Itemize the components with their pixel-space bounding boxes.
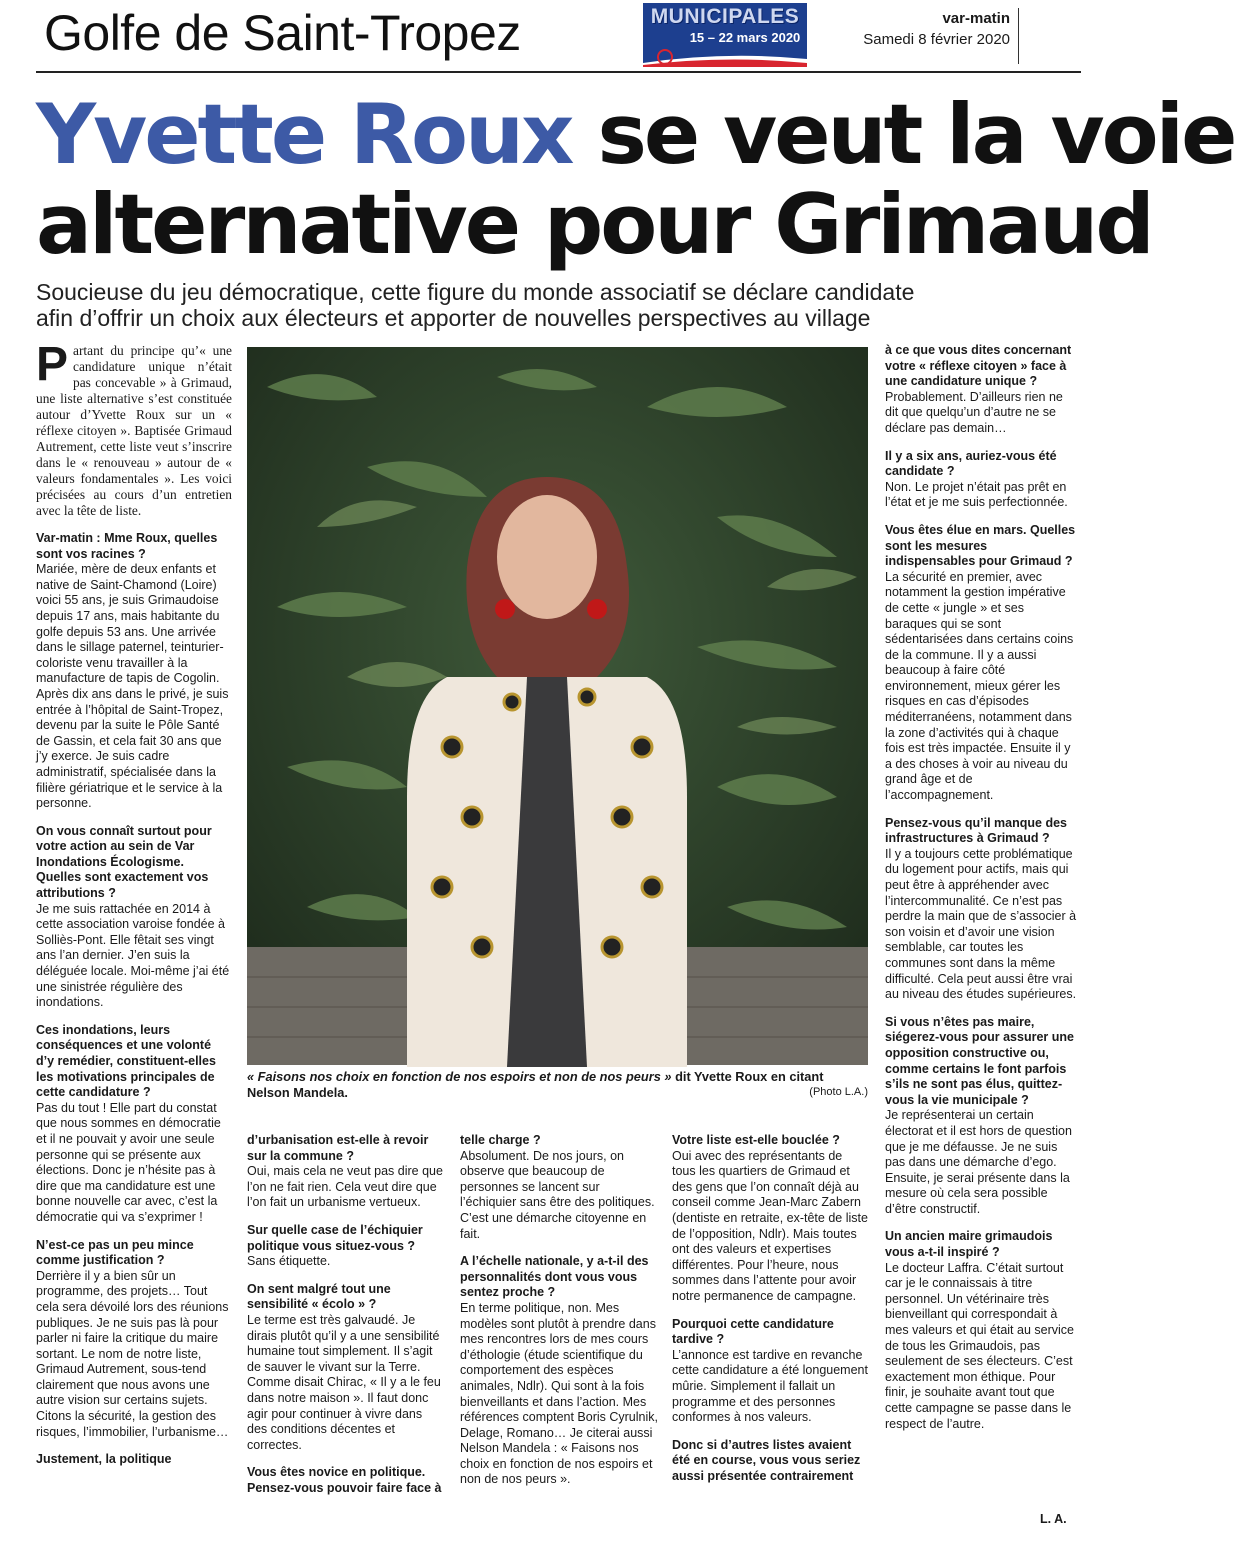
answer: Mariée, mère de deux enfants et native de Saint-Chamond (Loire) voici 55 ans, je suis Grimaudoise depuis 17 ans, mais habitante du golfe depuis 53 ans. Une arrivée dans le sillage paternel, teinturier-coloriste venu travailler à la manufacture de tapis de Cogolin. Après dix ans dans le privé, je suis entrée à l’hôpital de Saint-Tropez, devenu par la suite le Pôle Santé de Gassin, et cela fait 30 ans que j’y exerce. Je suis cadre administratif, spécialisée dans la filière gériatrique et le service à la personne. — [36, 562, 229, 811]
author-signature: L. A. — [1040, 1512, 1067, 1526]
tricolor-swoosh-icon — [643, 47, 807, 67]
question: à ce que vous dites concernant votre « réflexe citoyen » face à une candidature unique ? — [885, 343, 1072, 389]
question: Votre liste est-elle bouclée ? — [672, 1133, 840, 1147]
newspaper-name: var-matin — [942, 10, 1010, 27]
qa-block — [885, 816, 1079, 1003]
qa-block — [672, 1317, 868, 1426]
badge-dates: 15 – 22 mars 2020 — [689, 30, 801, 45]
answer: Je me suis rattachée en 2014 à cette association varoise fondée à Solliès-Pont. Elle fêtait ses vingt ans l’an dernier. J’en suis la déléguée locale. Moi-même j’ai été une sinistrée régulière des inondations. — [36, 901, 230, 1010]
answer: Non. Le projet n’était pas prêt en l’état et je me suis perfectionnée. — [885, 479, 1068, 510]
qa-block — [885, 449, 1079, 511]
column-3 — [460, 1133, 658, 1500]
column-1 — [36, 338, 232, 1480]
column-5 — [885, 343, 1079, 1444]
question: N’est-ce pas un peu mince comme justification ? — [36, 1237, 194, 1268]
municipales-badge — [643, 3, 807, 67]
column-2 — [247, 1133, 445, 1508]
answer: Oui, mais cela ne veut pas dire que l’on ne fait rien. Cela veut dire que l’on fait un urbanisme vertueux. — [247, 1164, 443, 1210]
qa-block — [672, 1438, 868, 1485]
headline — [36, 86, 1234, 273]
question: telle charge ? — [460, 1133, 541, 1147]
question: Un ancien maire grimaudois vous a-t-il inspiré ? — [885, 1229, 1053, 1260]
answer: Pas du tout ! Elle part du constat que nous sommes en démocratie et il ne pouvait y avoir une seule personne qui se présente aux élections. Donc je n’hésite pas à dire que ma candidature est une bonne nouvelle car avec, c’est la démocratie qui va s’exprimer ! — [36, 1100, 221, 1224]
subhead-line1: Soucieuse du jeu démocratique, cette figure du monde associatif se déclare candidate — [36, 279, 915, 305]
qa-block — [247, 1223, 445, 1270]
question: Pourquoi cette candidature tardive ? — [672, 1316, 834, 1347]
headline-name: Yvette Roux — [36, 86, 572, 183]
qa-block — [460, 1254, 658, 1488]
qa-block — [885, 343, 1079, 437]
publication-date: Samedi 8 février 2020 — [863, 31, 1010, 48]
lead-text: artant du principe qu’« une candidature unique n’était pas concevable » à Grimaud, une liste alternative s’est constituée autour d’Yvette Roux sur un « réflexe citoyen ». Baptisée Grimaud Autrement, cette liste veut s’inscrire dans le « renouveau » autour de « valeurs fondamentales ». Les voici précisées au cours d’un entretien avec la tête de liste. — [36, 343, 232, 518]
qa-block — [36, 824, 232, 1011]
subheadline — [36, 279, 1096, 331]
portrait-photo — [247, 347, 868, 1065]
question: Sur quelle case de l’échiquier politique vous situez-vous ? — [247, 1222, 423, 1253]
answer: Je représenterai un certain électorat et il est hors de question que je me défausse. Je ne suis pas dans une démarche d’ego. Ensuite, je serai présente dans la mesure où cela sera possible d’être constructif. — [885, 1108, 1072, 1216]
qa-block — [885, 1015, 1079, 1218]
answer: Sans étiquette. — [247, 1254, 331, 1269]
answer: En terme politique, non. Mes modèles sont plutôt à prendre dans mes rencontres lors de mes cours d’éthologie (étude scientifique du comportement des espèces animales, Ndlr). Qui sont à la fois bienveillants et dans l’action. Mes références comptent Boris Cyrulnik, Delage, Romano… Je citerai aussi Nelson Mandela : « Faisons nos choix en fonction de nos espoirs et non de nos peurs ». — [460, 1300, 658, 1487]
subhead-line2: afin d’offrir un choix aux électeurs et apporter de nouvelles perspectives au village — [36, 305, 871, 331]
answer: Il y a toujours cette problématique du logement pour actifs, mais qui peut être à appréhender avec l’intercommunalité. Ce n’est pas perdre la main que de s’associer à son voisin et d’avoir une vision semblable, car toutes les communes sont dans la même difficulté. Cela peut aussi être vrai au niveau des études supérieures. — [885, 846, 1077, 1002]
badge-title: MUNICIPALES — [650, 5, 800, 28]
question: Ces inondations, leurs conséquences et une volonté d’y remédier, constituent-elles les motivations principales de cette candidature ? — [36, 1022, 216, 1100]
lead-paragraph — [36, 338, 232, 519]
question: Vous êtes élue en mars. Quelles sont les mesures indispensables pour Grimaud ? — [885, 522, 1076, 569]
answer: Le docteur Laffra. C’était surtout car je le connaissais à titre personnel. Un vétérinaire très bienveillant qui correspondait à mes valeurs et qui était au service de tous les Grimaudois, pas seulement de ses électeurs. C’est exactement mon éthique. Pour finir, je souhaite avant tout que cette campagne se passe dans le respect de l’autre. — [885, 1260, 1074, 1431]
answer: Oui avec des représentants de tous les quartiers de Grimaud et des gens que l’on connaît déjà au conseil comme Jean-Marc Zabern (dentiste en retraite, ex-tête de liste de l’opposition, Ndlr). Mais toutes ont des valeurs et expertises différentes. Pour l’heure, nous sommes dans l’attente pour avoir notre permanence de campagne. — [672, 1148, 868, 1303]
caption-text: dit Yvette Roux en citant Nelson Mandela. — [247, 1069, 824, 1100]
question: On vous connaît surtout pour votre action au sein de Var Inondations Écologisme. Quelles sont exactement vos attributions ? — [36, 823, 212, 901]
portrait-illustration — [247, 347, 868, 1065]
question: A l’échelle nationale, y a-t-il des personnalités dont vous vous sentez proche ? — [460, 1254, 649, 1300]
qa-block — [460, 1133, 658, 1242]
qa-block — [36, 1452, 232, 1468]
header-rule — [36, 71, 1081, 73]
answer: Le terme est très galvaudé. Je dirais plutôt qu’il y a une sensibilité humaine tout simplement. Il s’agit de sauver le vivant sur la Terre. Comme disait Chirac, « Il y a le feu dans notre maison ». Il faut donc agir pour continuer à vivre dans des conditions décentes et correctes. — [247, 1312, 441, 1452]
qa-block — [36, 1023, 232, 1226]
qa-block — [36, 531, 232, 812]
answer: Absolument. De nos jours, on observe que beaucoup de personnes se lancent sur l’échiquier sans être des politiques. C’est une démarche citoyenne en fait. — [460, 1148, 655, 1241]
qa-block — [36, 1238, 232, 1441]
question: Justement, la politique — [36, 1452, 172, 1467]
qa-block — [885, 523, 1079, 804]
caption-quote: « Faisons nos choix en fonction de nos espoirs et non de nos peurs » — [247, 1069, 672, 1084]
qa-block — [247, 1465, 445, 1496]
header-divider — [1018, 8, 1019, 64]
qa-block — [247, 1133, 445, 1211]
question: On sent malgré tout une sensibilité « écolo » ? — [247, 1281, 391, 1312]
answer: La sécurité en premier, avec notamment la gestion impérative de cette « jungle » et ses baraques qui se sont sédentarisées dans certains coins de la commune. Il y a aussi beaucoup à faire côté environnement, mieux gérer les risques en cas d’épisodes méditerranéens, notamment dans la zone d’activités qui à chaque fois est très impactée. Ensuite il y a des choses à voir au niveau du grand âge et de l’accompagnement. — [885, 569, 1074, 803]
question: Si vous n’êtes pas maire, siégerez-vous pour assurer une opposition constructive ou, comme certains le font parfois s’ils ne sont pas élus, quittez-vous la vie municipale ? — [885, 1014, 1074, 1107]
qa-block — [247, 1282, 445, 1454]
qa-block — [885, 1229, 1079, 1432]
question: Pensez-vous qu’il manque des infrastructures à Grimaud ? — [885, 815, 1067, 846]
headline-line2: alternative pour Grimaud — [36, 176, 1152, 273]
headline-rest: se veut la voie — [571, 86, 1234, 183]
answer: Derrière il y a bien sûr un programme, des projets… Tout cela sera dévoilé lors des réunions publiques. Je ne suis pas là pour parler ni faire la critique du maire sortant. Le nom de notre liste, Grimaud Autrement, sous-tend clairement que nous avons une autre vision sur certains sujets. Citons la sécurité, la gestion des risques, l’immobilier, l’urbanisme… — [36, 1268, 229, 1439]
question: Var-matin : Mme Roux, quelles sont vos racines ? — [36, 531, 218, 561]
answer: L’annonce est tardive en revanche cette candidature a été longuement mûrie. Simplement il fallait un programme et des personnes conformes à nos valeurs. — [672, 1347, 868, 1425]
qa-block — [672, 1133, 868, 1305]
dropcap: P — [36, 338, 69, 391]
question: Donc si d’autres listes avaient été en course, vous vous seriez aussi présentée contrairement — [672, 1437, 861, 1483]
section-title: Golfe de Saint-Tropez — [44, 5, 521, 61]
answer: Probablement. D’ailleurs rien ne dit que quelqu’un d’autre ne se déclare pas demain… — [885, 389, 1063, 435]
question: Il y a six ans, auriez-vous été candidate ? — [885, 448, 1057, 479]
question: d’urbanisation est-elle à revoir sur la commune ? — [247, 1133, 429, 1163]
question: Vous êtes novice en politique. Pensez-vous pouvoir faire face à — [247, 1465, 442, 1495]
column-4 — [672, 1133, 868, 1496]
photo-credit: (Photo L.A.) — [809, 1086, 868, 1098]
